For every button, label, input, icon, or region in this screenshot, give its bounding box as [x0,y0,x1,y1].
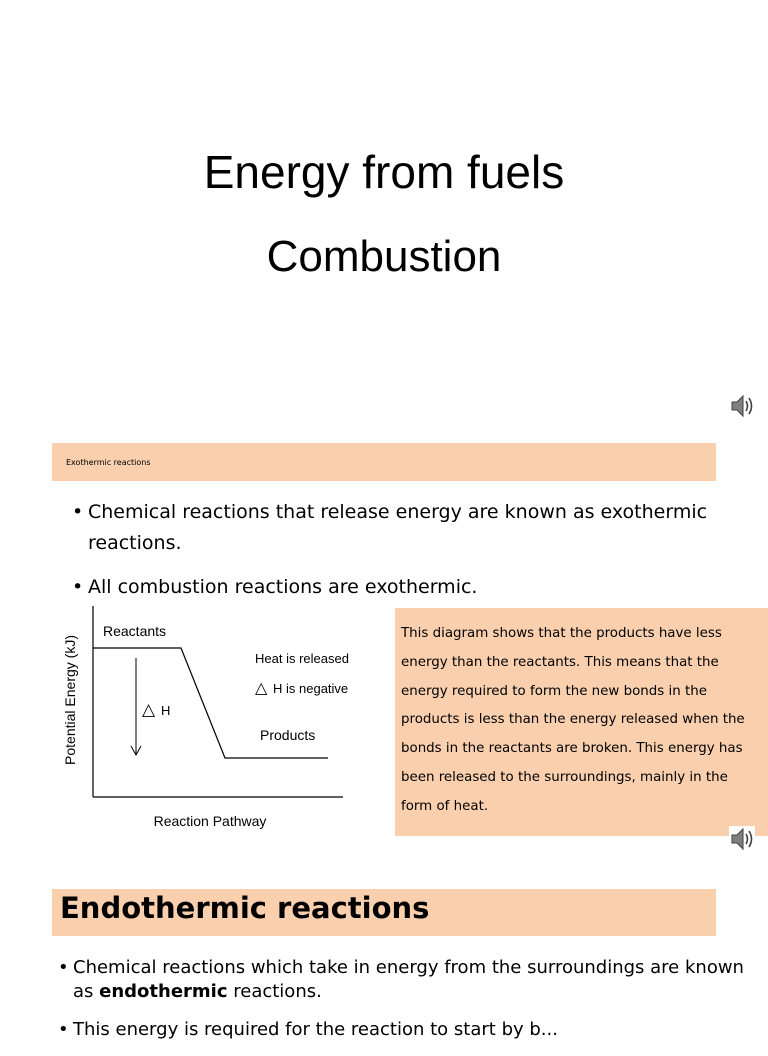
slide-title: Energy from fuels [203,146,565,198]
bullet-item: • All combustion reactions are exothermic. [72,572,712,603]
heat-released-label: Heat is released [255,651,349,666]
explanation-box [395,608,768,836]
energy-level-diagram [58,602,388,842]
bullet-item: • This energy is required for the reaction to start by b... [58,1018,758,1042]
delta-h-label: H [161,703,171,718]
exothermic-bullets [72,497,712,616]
y-axis-label: Potential Energy (kJ) [62,635,78,765]
speaker-icon[interactable] [728,392,756,420]
delta-h-negative-label: H is negative [273,681,349,696]
speaker-icon[interactable] [728,825,756,853]
bullet-item: • Chemical reactions that release energy are known as exothermic reactions. [72,497,712,559]
bullet-item [58,956,758,1004]
x-axis-label: Reaction Pathway [153,813,267,829]
products-label: Products [260,727,316,743]
endothermic-header: Endothermic reactions [60,891,430,925]
exothermic-header-banner [52,443,716,481]
slide-subtitle: Combustion [266,232,502,281]
endothermic-bullets [58,956,758,1056]
bullet-text: reactions. [227,981,322,1002]
endothermic-header-banner [52,889,716,936]
reactants-label: Reactants [103,623,167,639]
delta-symbol: △ [255,678,268,697]
bullet-text: Chemical reactions which take in energy from the surroundings are known as [73,957,744,1002]
bullet-bold-term: endothermic [99,981,228,1002]
delta-symbol: △ [142,700,156,720]
exothermic-header: Exothermic reactions [66,458,151,467]
explanation-text: This diagram shows that the products have less energy than the reactants. This means that the energy required to form the new bonds in the products is less than the energy released when the bonds in the reactants are broken. This energy has been released to the surroundings, mainly in the form of heat. [401,626,745,814]
